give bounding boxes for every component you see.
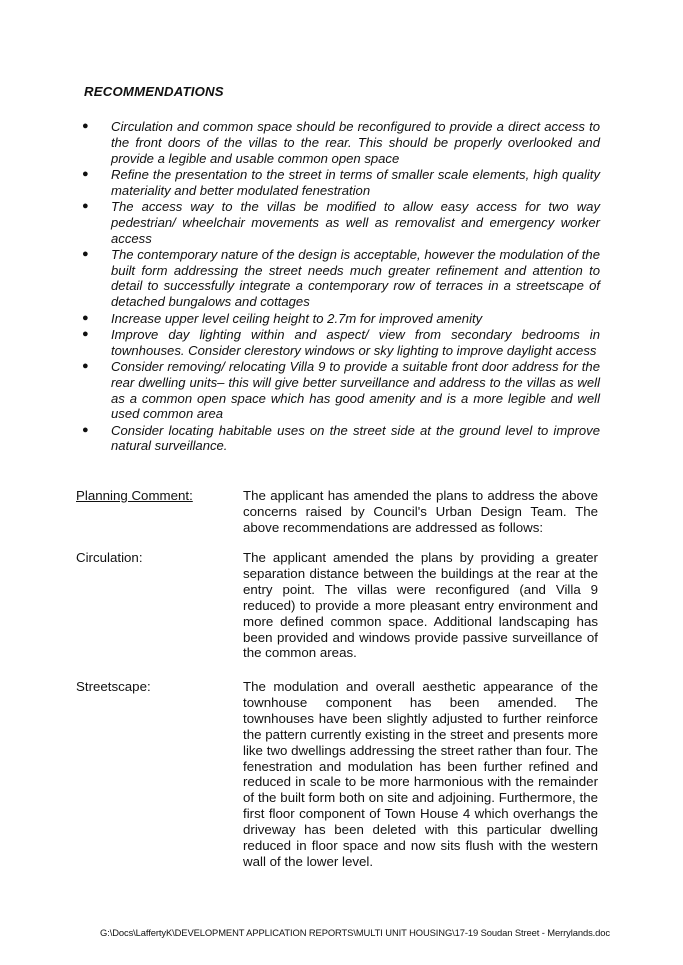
recommendation-item (78, 423, 600, 455)
bullet-icon: ● (82, 120, 89, 132)
recommendation-item (78, 327, 600, 359)
planning-comment-section (76, 488, 598, 536)
bullet-icon: ● (82, 247, 89, 260)
recommendations-list (78, 119, 600, 455)
streetscape-section (76, 679, 598, 870)
bullet-icon: ● (82, 327, 89, 340)
planning-comment-text: The applicant has amended the plans to address the above concerns raised by Council's Urban Design Team. The above recommendations are addressed as follows: (243, 488, 598, 535)
recommendation-text: The contemporary nature of the design is acceptable, however the modulation of the built form addressing the street needs much greater refinement and attention to detail to successfully integrate a contemporary row of terraces in a streetscape of detached bungalows and cottages (111, 246, 600, 310)
recommendation-text: Circulation and common space should be reconfigured to provide a direct access to the front doors of the villas to the rear. This should be properly overlooked and provide a legible and usable common open space (111, 119, 600, 166)
recommendation-text: Increase upper level ceiling height to 2.7m for improved amenity (111, 310, 483, 326)
recommendation-text: Improve day lighting within and aspect/ view from secondary bedrooms in townhouses. Consider clerestory windows or sky lighting to improve daylight access (111, 326, 600, 358)
recommendation-item (78, 119, 600, 166)
planning-comment-label: Planning Comment: (76, 488, 193, 503)
recommendation-item (78, 359, 600, 422)
recommendation-item (78, 199, 600, 246)
circulation-section (76, 550, 598, 661)
recommendations-heading: RECOMMENDATIONS (84, 84, 224, 99)
bullet-icon: ● (82, 359, 89, 372)
file-path-footer: G:\Docs\LaffertyK\DEVELOPMENT APPLICATION REPORTS\MULTI UNIT HOUSING\17-19 Soudan Street - Merrylands.doc (100, 927, 610, 938)
recommendation-text: The access way to the villas be modified to allow easy access for two way pedestrian/ wheelchair movements as well as removalist and emergency worker access (111, 198, 600, 246)
recommendation-item (78, 311, 600, 327)
bullet-icon: ● (82, 423, 89, 436)
recommendation-text: Refine the presentation to the street in terms of smaller scale elements, high quality materiality and better modulated fenestration (111, 166, 600, 198)
bullet-icon: ● (82, 167, 89, 180)
bullet-icon: ● (82, 199, 89, 212)
recommendation-item (78, 167, 600, 199)
circulation-label: Circulation: (76, 550, 143, 565)
circulation-text: The applicant amended the plans by providing a greater separation distance between the buildings at the rear at the entry point. The villas were reconfigured (and Villa 9 reduced) to provide a more pleasant entry environment and more defined common space. Additional landscaping has been provided and windows provide passive surveillance of the common areas. (243, 550, 598, 661)
streetscape-label: Streetscape: (76, 679, 151, 694)
streetscape-text: The modulation and overall aesthetic appearance of the townhouse component has been amended. The townhouses have been slightly adjusted to further reinforce the pattern currently existing in the street and presents more like two dwellings addressing the street rather than four. The fenestration and modulation has been further refined and reduced in scale to be more harmonious with the remainder of the built form both on site and adjoining. Furthermore, the first floor component of Town House 4 which overhangs the driveway has been deleted with this particular dwelling reduced in floor space and now sits flush with the western wall of the lower level. (243, 679, 598, 869)
recommendation-text: Consider removing/ relocating Villa 9 to provide a suitable front door address for the rear dwelling units– this will give better surveillance and address to the villas as well as a common open space which has good amenity and is a more legible and well used common area (111, 358, 600, 422)
bullet-icon: ● (82, 311, 89, 324)
recommendation-text: Consider locating habitable uses on the street side at the ground level to improve natural surveillance. (111, 422, 600, 454)
recommendation-item (78, 247, 600, 310)
